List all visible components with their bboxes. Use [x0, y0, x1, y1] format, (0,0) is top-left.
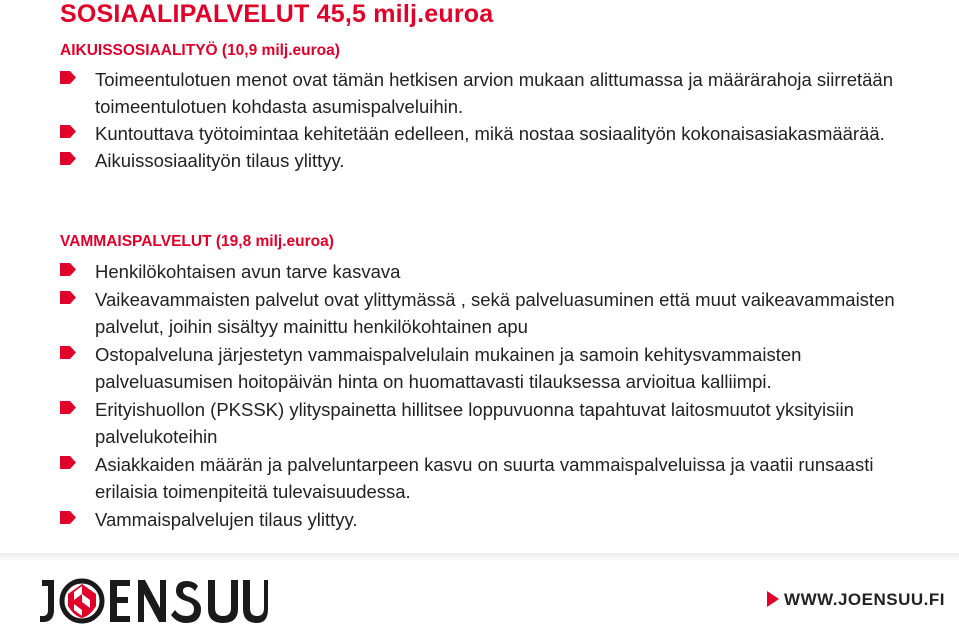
list-item	[60, 258, 940, 286]
list-item-text: Erityishuollon (PKSSK) ylityspainetta hillitsee loppuvuonna tapahtuvat laitosmuutot yksityisiin palvelukoteihin	[95, 398, 854, 447]
list-item	[60, 341, 940, 396]
list-item-text: Asiakkaiden määrän ja palveluntarpeen kasvu on suurta vammaispalveluissa ja vaatii runsaasti erilaisia toimenpiteitä tulevaisuudessa.	[95, 453, 874, 502]
list-item	[60, 66, 920, 120]
website-text: WWW.JOENSUU.FI	[784, 590, 945, 609]
list-item-text: Aikuissosiaalityön tilaus ylittyy.	[95, 150, 345, 171]
bullet-icon	[60, 152, 76, 165]
list-item	[60, 451, 940, 506]
list-item-text: Henkilökohtaisen avun tarve kasvava	[95, 261, 401, 282]
section-heading-aikuissosiaalityo: AIKUISSOSIAALITYÖ (10,9 milj.euroa)	[60, 42, 340, 59]
bullet-icon	[60, 263, 76, 276]
list-item	[60, 396, 940, 451]
bullet-list-aikuissosiaalityo	[60, 66, 920, 174]
list-item-text: Ostopalveluna järjestetyn vammaispalvelulain mukainen ja samoin kehitysvammaisten palveluasumisen hoitopäivän hinta on huomattavasti tilauksessa arvioitua kalliimpi.	[95, 343, 802, 392]
bullet-icon	[60, 291, 76, 304]
list-item	[60, 120, 920, 147]
website-link[interactable]	[767, 590, 945, 610]
bullet-icon	[60, 71, 76, 84]
list-item	[60, 506, 940, 534]
bullet-icon	[60, 346, 76, 359]
list-item-text: Vaikeavammaisten palvelut ovat ylittymässä , sekä palveluasuminen että muut vaikeavammaisten palvelut, joihin sisältyy mainittu henkilökohtainen apu	[95, 288, 895, 337]
list-item-text: Kuntouttava työtoimintaa kehitetään edelleen, mikä nostaa sosiaalityön kokonaisasiakasmäärää.	[95, 123, 885, 144]
list-item-text: Toimeentulotuen menot ovat tämän hetkisen arvion mukaan alittumassa ja määrärahoja siirretään toimeentulotuen kohdasta asumispalveluihin.	[95, 69, 893, 117]
list-item	[60, 286, 940, 341]
arrow-icon	[767, 591, 779, 607]
slide-title: SOSIAALIPALVELUT 45,5 milj.euroa	[60, 0, 494, 28]
section-heading-vammaispalvelut: VAMMAISPALVELUT (19,8 milj.euroa)	[60, 233, 334, 250]
bullet-icon	[60, 401, 76, 414]
bullet-icon	[60, 125, 76, 138]
joensuu-logo	[38, 570, 268, 630]
list-item-text: Vammaispalvelujen tilaus ylittyy.	[95, 508, 358, 530]
bullet-list-vammaispalvelut	[60, 258, 940, 533]
list-item	[60, 147, 920, 174]
footer-divider	[0, 553, 959, 561]
bullet-icon	[60, 511, 76, 524]
bullet-icon	[60, 456, 76, 469]
